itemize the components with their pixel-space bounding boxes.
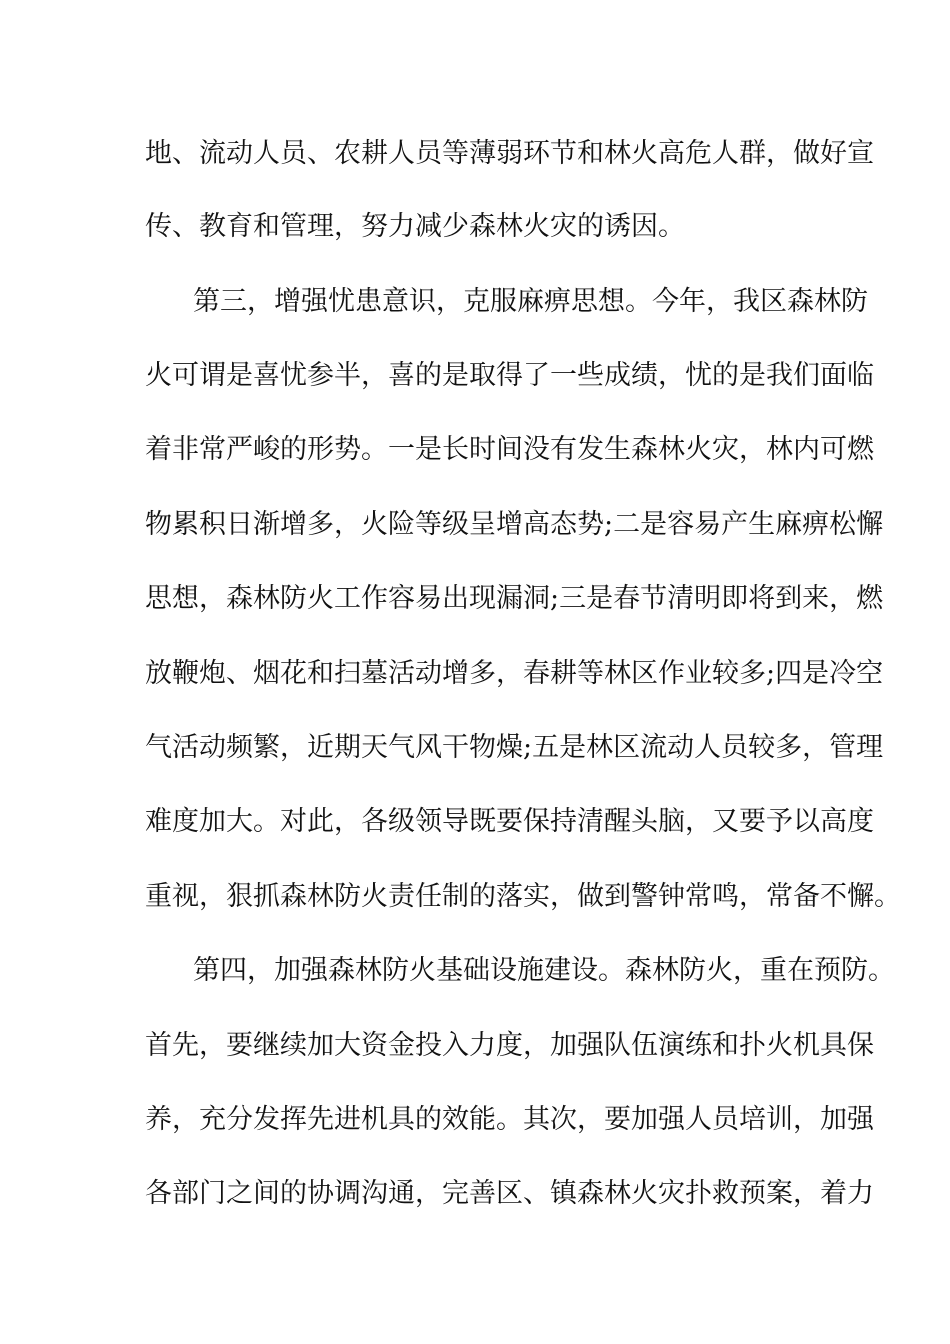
text-line: 重视，狠抓森林防火责任制的落实，做到警钟常鸣，常备不懈。 xyxy=(145,881,901,912)
paragraph-start-line: 第三，增强忧患意识，克服麻痹思想。今年，我区森林防 xyxy=(193,286,868,317)
text-line: 首先，要继续加大资金投入力度，加强队伍演练和扑火机具保 xyxy=(145,1030,874,1061)
text-line: 思想，森林防火工作容易出现漏洞;三是春节清明即将到来，燃 xyxy=(145,583,884,614)
text-line: 物累积日渐增多，火险等级呈增高态势;二是容易产生麻痹松懈 xyxy=(145,509,884,540)
text-line: 传、教育和管理，努力减少森林火灾的诱因。 xyxy=(145,211,685,242)
text-line: 火可谓是喜忧参半，喜的是取得了一些成绩，忧的是我们面临 xyxy=(145,360,874,391)
text-line: 养，充分发挥先进机具的效能。其次，要加强人员培训，加强 xyxy=(145,1104,874,1135)
text-line: 气活动频繁，近期天气风干物燥;五是林区流动人员较多，管理 xyxy=(145,732,884,763)
text-line: 地、流动人员、农耕人员等薄弱环节和林火高危人群，做好宣 xyxy=(145,138,874,169)
text-line: 放鞭炮、烟花和扫墓活动增多，春耕等林区作业较多;四是冷空 xyxy=(145,658,884,689)
text-line: 各部门之间的协调沟通，完善区、镇森林火灾扑救预案，着力 xyxy=(145,1178,874,1209)
text-line: 着非常严峻的形势。一是长时间没有发生森林火灾，林内可燃 xyxy=(145,434,874,465)
paragraph-start-line: 第四，加强森林防火基础设施建设。森林防火，重在预防。 xyxy=(193,955,895,986)
text-line: 难度加大。对此，各级领导既要保持清醒头脑，又要予以高度 xyxy=(145,806,874,837)
